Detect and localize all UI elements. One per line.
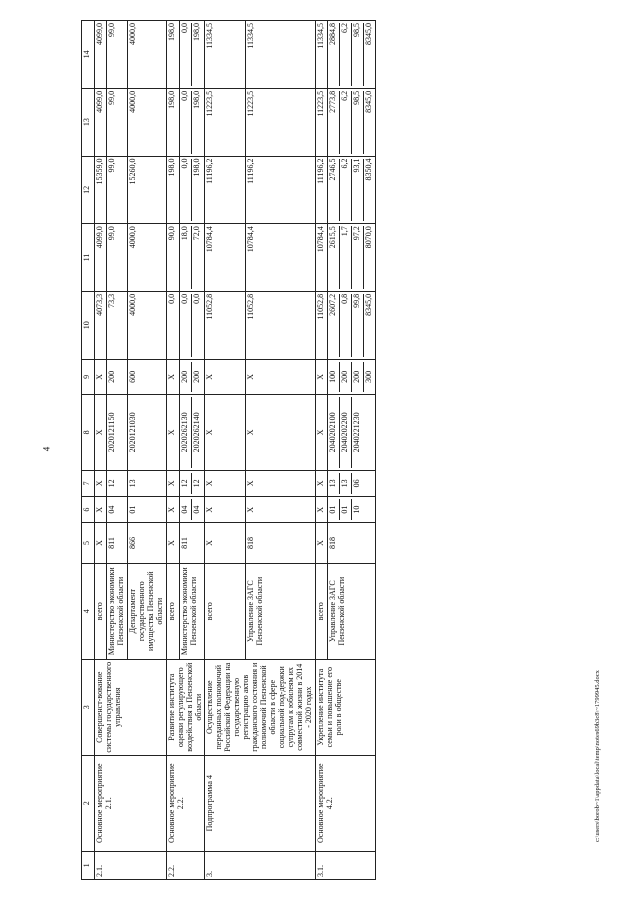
value-line: 01 — [328, 499, 340, 520]
value-cell-c9 — [179, 359, 205, 394]
value-line: 8345,0 — [363, 23, 373, 45]
header-cell-8: 8 — [82, 394, 95, 470]
value-line: 98,5 — [352, 23, 364, 86]
responsible-cell: всего — [95, 563, 107, 659]
value-cell-c8: 2020121150 — [106, 394, 127, 470]
page-number: 4 — [41, 446, 52, 452]
row-description: Осуществление переданных полномочий Российской Федерации на государственную регистрацию актов гражданского состояния и полномочий Пензенской области в сфере социальной под-держки супругам к юбилеям их совместной жизни в 2014 - 2020 годах — [205, 659, 315, 755]
value-cell-c14: 11334,5 — [245, 21, 315, 89]
value-cell-c14: 198,0 — [166, 21, 179, 89]
value-cell-c14: 99,0 — [106, 21, 127, 89]
value-line: 2607,2 — [328, 294, 340, 357]
value-line: 0,0 — [180, 294, 192, 357]
row-description: Укрепление института семьи и повышение его роли в обществе — [315, 659, 375, 755]
value-cell-c11: 4000,0 — [127, 224, 166, 292]
value-line: 2746,5 — [328, 159, 340, 222]
value-line: 0,0 — [191, 293, 201, 304]
value-line: 72,0 — [191, 226, 201, 241]
value-line: 200 — [180, 362, 192, 392]
value-line: 2040202200 — [340, 397, 352, 468]
value-line: 93,1 — [352, 159, 364, 222]
value-cell-c8: X — [205, 394, 245, 470]
header-cell-3: 3 — [82, 659, 95, 755]
table-row — [166, 21, 179, 880]
value-line: 2040221230 — [351, 412, 361, 453]
value-cell-c12: 99,0 — [106, 156, 127, 224]
value-cell-c14 — [179, 21, 205, 89]
value-cell-c9: X — [315, 359, 327, 394]
value-line: 6,2 — [340, 91, 352, 154]
row-description: Развитие института оценки регулирующего воздействия в Пензенской области — [166, 659, 205, 755]
value-cell-c12: 11196,2 — [245, 156, 315, 224]
value-line: 6,2 — [340, 159, 352, 222]
header-cell-5: 5 — [82, 523, 95, 563]
value-cell-c5: X — [95, 523, 107, 563]
value-cell-c8: 2020121030 — [127, 394, 166, 470]
row-name: Подпрограмма 4 — [205, 755, 315, 851]
value-cell-c10 — [179, 291, 205, 359]
value-line: 0,0 — [180, 23, 192, 86]
value-cell-c8: X — [166, 394, 179, 470]
responsible-cell: Управление ЗАГС Пензенской области — [245, 563, 315, 659]
header-cell-9: 9 — [82, 359, 95, 394]
value-cell-c5: X — [205, 523, 245, 563]
value-line: 8345,0 — [363, 293, 373, 316]
header-cell-14: 14 — [82, 21, 95, 89]
row-name: Основное мероприятие 2.2. — [166, 755, 205, 851]
value-cell-c11: 10784,4 — [205, 224, 245, 292]
value-cell-c12: 15260,0 — [127, 156, 166, 224]
value-line: 2884,8 — [328, 23, 340, 86]
value-cell-c13: 198,0 — [166, 88, 179, 156]
value-line: 98,5 — [352, 91, 364, 154]
value-cell-c5: 866 — [127, 523, 166, 563]
table-body — [82, 21, 376, 880]
value-cell-c14: 11334,5 — [205, 21, 245, 89]
value-line: 2040202100 — [328, 397, 340, 468]
row-number: 2.2. — [166, 851, 205, 879]
value-cell-c12: 11196,2 — [315, 156, 327, 224]
value-line: 300 — [363, 370, 373, 383]
value-cell-c7: X — [166, 470, 179, 496]
header-cell-10: 10 — [82, 291, 95, 359]
value-cell-c13: 11223,5 — [205, 88, 245, 156]
value-cell-c7: X — [315, 470, 327, 496]
value-cell-c11: 99,0 — [106, 224, 127, 292]
value-cell-c5: 811 — [179, 523, 205, 563]
value-cell-c8: X — [245, 394, 315, 470]
value-line: 2615,5 — [328, 226, 340, 289]
value-cell-c9: X — [205, 359, 245, 394]
value-cell-c11: 10784,4 — [315, 224, 327, 292]
row-number: 3. — [205, 851, 315, 879]
value-line: 100 — [328, 362, 340, 392]
value-line: 198,0 — [191, 90, 201, 109]
value-cell-c13: 11223,5 — [315, 88, 327, 156]
responsible-cell: Управление ЗАГС Пензенской области — [327, 563, 375, 659]
responsible-cell: Министерство экономики Пензенской области — [106, 563, 127, 659]
value-line: 2020262140 — [191, 412, 201, 453]
value-cell-c6: X — [205, 497, 245, 523]
value-cell-c9 — [327, 359, 375, 394]
value-cell-c8: X — [95, 394, 107, 470]
responsible-cell: всего — [166, 563, 179, 659]
row-name: Основное мероприятие 4.2. — [315, 755, 375, 851]
header-cell-6: 6 — [82, 497, 95, 523]
table-row — [315, 21, 327, 880]
header-cell-4: 4 — [82, 563, 95, 659]
value-cell-c10: 73,3 — [106, 291, 127, 359]
value-line: 200 — [340, 362, 352, 392]
value-cell-c10: 11052,8 — [205, 291, 245, 359]
value-cell-c12: 11196,2 — [205, 156, 245, 224]
value-line: 200 — [191, 370, 201, 383]
footer-path: c:\users\borob~1\appdata\local\temp\notes69b3c8\~1799945.docx — [594, 670, 601, 842]
value-cell-c10: 4073,3 — [95, 291, 107, 359]
value-cell-c6 — [327, 497, 375, 523]
value-cell-c12: 198,0 — [166, 156, 179, 224]
value-cell-c13: 99,0 — [106, 88, 127, 156]
value-line: 2020262130 — [180, 397, 192, 468]
value-cell-c6: X — [245, 497, 315, 523]
value-cell-c7: X — [95, 470, 107, 496]
value-cell-c9: 600 — [127, 359, 166, 394]
budget-table — [81, 20, 376, 880]
value-line: 198,0 — [191, 23, 201, 41]
value-line: 8350,4 — [363, 158, 373, 181]
value-cell-c9: X — [95, 359, 107, 394]
header-cell-13: 13 — [82, 88, 95, 156]
header-cell-11: 11 — [82, 224, 95, 292]
value-line: 8070,0 — [363, 226, 373, 249]
value-line: 0,0 — [180, 91, 192, 154]
value-line: 200 — [352, 362, 364, 392]
value-line: 10 — [351, 505, 361, 514]
header-cell-12: 12 — [82, 156, 95, 224]
value-cell-c12 — [179, 156, 205, 224]
value-cell-c9: X — [166, 359, 179, 394]
value-line: 12 — [191, 479, 201, 488]
value-line: 99,8 — [352, 294, 364, 357]
rotated-table-container — [81, 20, 618, 880]
value-cell-c9: X — [245, 359, 315, 394]
value-cell-c7: X — [205, 470, 245, 496]
value-cell-c11: 4099,0 — [95, 224, 107, 292]
value-line: 0,8 — [340, 294, 352, 357]
value-cell-c10: 0,0 — [166, 291, 179, 359]
value-cell-c7: 12 — [106, 470, 127, 496]
value-cell-c10: 11052,8 — [245, 291, 315, 359]
value-line: 1,7 — [340, 226, 352, 289]
value-cell-c11: 10784,4 — [245, 224, 315, 292]
value-line: 06 — [351, 479, 361, 488]
header-row — [82, 21, 95, 880]
value-cell-c12: 15359,0 — [95, 156, 107, 224]
value-cell-c8: X — [315, 394, 327, 470]
value-cell-c11: 90,0 — [166, 224, 179, 292]
row-number: 3.1. — [315, 851, 375, 879]
value-line: 18,0 — [180, 226, 192, 289]
value-cell-c7 — [327, 470, 375, 496]
value-line: 01 — [340, 499, 352, 520]
value-cell-c8 — [179, 394, 205, 470]
value-cell-c13 — [179, 88, 205, 156]
value-cell-c14: 4000,0 — [127, 21, 166, 89]
header-cell-7: 7 — [82, 470, 95, 496]
row-description: Совершенст-вование системы государственного управления — [95, 659, 167, 755]
value-cell-c13: 4099,0 — [95, 88, 107, 156]
value-line: 04 — [180, 499, 192, 520]
value-cell-c10 — [327, 291, 375, 359]
value-cell-c12 — [327, 156, 375, 224]
value-cell-c14: 4099,0 — [95, 21, 107, 89]
value-cell-c13: 11223,5 — [245, 88, 315, 156]
row-number: 2.1. — [95, 851, 167, 879]
value-cell-c6: 04 — [106, 497, 127, 523]
value-line: 0,0 — [180, 159, 192, 222]
value-cell-c6 — [179, 497, 205, 523]
value-cell-c8 — [327, 394, 375, 470]
header-cell-2: 2 — [82, 755, 95, 851]
value-cell-c14: 11334,5 — [315, 21, 327, 89]
value-cell-c13 — [327, 88, 375, 156]
value-line: 8345,0 — [363, 90, 373, 113]
responsible-cell: Департамент государственного имущества Пензенской области — [127, 563, 166, 659]
responsible-cell: всего — [315, 563, 327, 659]
responsible-cell: Министерство экономики Пензенской области — [179, 563, 205, 659]
table-row — [205, 21, 245, 880]
value-cell-c5: X — [315, 523, 327, 563]
value-line: 2773,8 — [328, 91, 340, 154]
value-cell-c5: 811 — [106, 523, 127, 563]
value-cell-c6: 01 — [127, 497, 166, 523]
value-line: 97,2 — [352, 226, 364, 289]
value-cell-c10: 4000,0 — [127, 291, 166, 359]
row-name: Основное мероприятие 2.1. — [95, 755, 167, 851]
value-line: 6,2 — [340, 23, 352, 86]
value-cell-c7: X — [245, 470, 315, 496]
value-cell-c6: X — [95, 497, 107, 523]
value-cell-c9: 200 — [106, 359, 127, 394]
value-line: 12 — [180, 473, 192, 494]
value-cell-c5: 818 — [245, 523, 315, 563]
value-cell-c5: X — [166, 523, 179, 563]
table-row — [95, 21, 107, 880]
value-cell-c7: 13 — [127, 470, 166, 496]
value-line: 13 — [328, 473, 340, 494]
value-cell-c5: 818 — [327, 523, 375, 563]
value-cell-c6: X — [166, 497, 179, 523]
value-cell-c10: 11052,8 — [315, 291, 327, 359]
value-cell-c14 — [327, 21, 375, 89]
value-cell-c13: 4000,0 — [127, 88, 166, 156]
value-cell-c11 — [327, 224, 375, 292]
value-cell-c11 — [179, 224, 205, 292]
header-cell-1: 1 — [82, 851, 95, 879]
value-cell-c7 — [179, 470, 205, 496]
responsible-cell: всего — [205, 563, 245, 659]
value-line: 04 — [191, 505, 201, 514]
value-line: 198,0 — [191, 158, 201, 177]
value-line: 13 — [340, 473, 352, 494]
value-cell-c6: X — [315, 497, 327, 523]
